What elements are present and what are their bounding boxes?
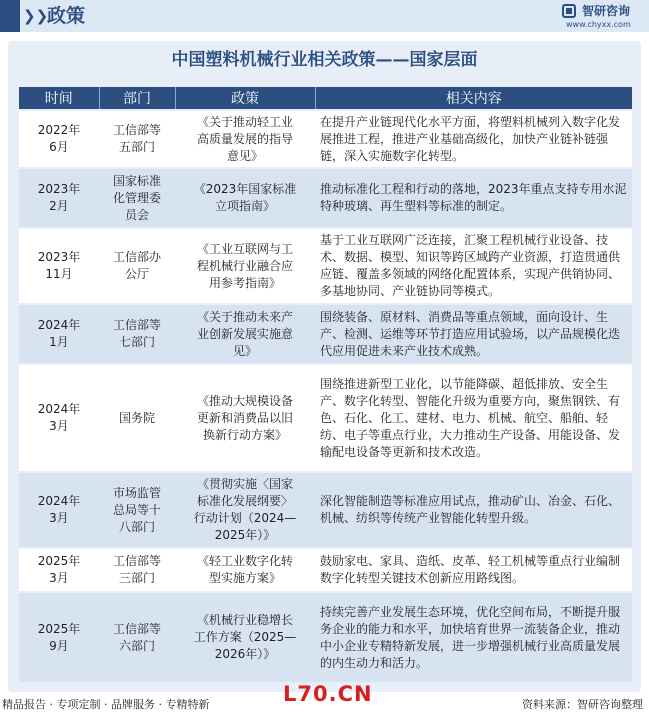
cell-department: 市场监管 总局等十 八部门 <box>99 472 175 548</box>
cell-policy: 《2023年国家标准 立项指南》 <box>175 168 315 228</box>
cell-policy: 《关于推动轻工业 高质量发展的指导 意见》 <box>175 110 315 168</box>
cell-department: 国家标准 化管理委 员会 <box>99 168 175 228</box>
table-row <box>19 110 632 168</box>
cell-date: 2024年 3月 <box>19 472 99 548</box>
table-row <box>19 548 632 592</box>
table-row <box>19 304 632 364</box>
cell-date: 2024年 3月 <box>19 364 99 472</box>
cell-department: 工信部等 五部门 <box>99 110 175 168</box>
section-title: 政策 <box>47 5 86 27</box>
column-header-department: 部门 <box>99 87 175 110</box>
table-row <box>19 472 632 548</box>
footer-services: 精品报告 · 专项定制 · 品牌服务 · 专精特新 <box>2 698 210 711</box>
cell-department: 工信部办 公厅 <box>99 228 175 304</box>
cell-content: 围绕装备、原材料、消费品等重点领域，面向设计、生产、检测、运维等环节打造应用试验场，以产品规模化迭代应用促进未来产业技术成熟。 <box>315 304 632 364</box>
brand-logo-icon <box>562 4 576 18</box>
cell-policy: 《轻工业数字化转 型实施方案》 <box>175 548 315 592</box>
table-row <box>19 168 632 228</box>
cell-date: 2023年 11月 <box>19 228 99 304</box>
cell-policy: 《推动大规模设备 更新和消费品以旧 换新行动方案》 <box>175 364 315 472</box>
watermark-stamp: L70.CN <box>283 682 373 706</box>
header-accent-bar <box>0 0 20 32</box>
footer-source: 资料来源：智研咨询整理 <box>522 698 643 711</box>
cell-content: 基于工业互联网广泛连接，汇聚工程机械行业设备、技术、数据、模型、知识等跨区域跨产业资源，打造贯通供应链、覆盖多领域的网络化配置体系，实现产供销协同、多基地协同、产业链协同等模式。 <box>315 228 632 304</box>
cell-content: 围绕推进新型工业化，以节能降碳、超低排放、安全生产、数字化转型、智能化升级为重要方向，聚焦钢铁、有色、石化、化工、建材、电力、机械、航空、船舶、轻纺、电子等重点行业，大力推动生产设备、用能设备、发输配电设备等更新和技术改造。 <box>315 364 632 472</box>
cell-content: 持续完善产业发展生态环境，优化空间布局，不断提升服务企业的能力和水平，加快培育世界一流装备企业，推动中小企业专精特新发展，进一步增强机械行业高质量发展的内生动力和活力。 <box>315 592 632 682</box>
table-row <box>19 364 632 472</box>
table-header-row <box>19 87 632 110</box>
cell-department: 工信部等 七部门 <box>99 304 175 364</box>
column-header-content: 相关内容 <box>315 87 632 110</box>
cell-department: 工信部等 六部门 <box>99 592 175 682</box>
column-header-date: 时间 <box>19 87 99 110</box>
cell-content: 在提升产业链现代化水平方面，将塑料机械列入数字化发展推进工程，推进产业基础高级化，加快产业链补链强链，深入实施数字化转型。 <box>315 110 632 168</box>
double-chevron-right-icon: ❯❯ <box>23 7 49 25</box>
cell-date: 2024年 1月 <box>19 304 99 364</box>
table-row <box>19 228 632 304</box>
policy-table <box>19 87 632 682</box>
section-header <box>0 0 649 32</box>
cell-date: 2025年 9月 <box>19 592 99 682</box>
brand-name: 智研咨询 <box>582 4 631 18</box>
cell-policy: 《贯彻实施〈国家 标准化发展纲要〉 行动计划（2024— 2025年）》 <box>175 472 315 548</box>
policy-panel <box>8 41 641 692</box>
column-header-policy: 政策 <box>175 87 315 110</box>
table-row <box>19 592 632 682</box>
cell-date: 2025年 3月 <box>19 548 99 592</box>
cell-policy: 《工业互联网与工 程机械行业融合应 用参考指南》 <box>175 228 315 304</box>
cell-date: 2023年 2月 <box>19 168 99 228</box>
cell-department: 工信部等 三部门 <box>99 548 175 592</box>
cell-policy: 《关于推动未来产 业创新发展实施意 见》 <box>175 304 315 364</box>
cell-content: 鼓励家电、家具、造纸、皮革、轻工机械等重点行业编制数字化转型关键技术创新应用路线图。 <box>315 548 632 592</box>
cell-policy: 《机械行业稳增长 工作方案（2025— 2026年）》 <box>175 592 315 682</box>
cell-date: 2022年 6月 <box>19 110 99 168</box>
cell-department: 国务院 <box>99 364 175 472</box>
document-title: 中国塑料机械行业相关政策——国家层面 <box>171 50 478 70</box>
cell-content: 深化智能制造等标准应用试点，推动矿山、冶金、石化、机械、纺织等传统产业智能化转型升级。 <box>315 472 632 548</box>
brand-website: www.chyxx.com <box>566 20 631 29</box>
cell-content: 推动标准化工程和行动的落地，2023年重点支持专用水泥特种玻璃、再生塑料等标准的制定。 <box>315 168 632 228</box>
